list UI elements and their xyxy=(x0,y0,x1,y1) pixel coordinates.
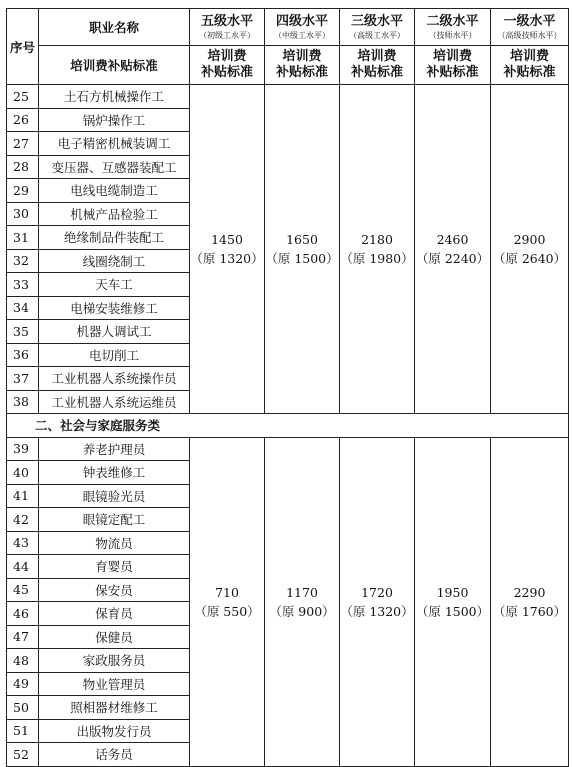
subsidy-label-line-1: 培训费 xyxy=(357,49,397,64)
subsidy-amount-cell xyxy=(491,437,569,766)
subsidy-label-line-1: 培训费 xyxy=(207,49,247,64)
occupation-name: 电子精密机械装调工 xyxy=(39,132,190,156)
row-number: 42 xyxy=(7,508,39,532)
subsidy-value: 2460 xyxy=(436,232,469,247)
level-3-header xyxy=(340,9,415,46)
occupation-name: 电线电缆制造工 xyxy=(39,179,190,203)
level-2-title: 二级水平 xyxy=(426,13,479,29)
level-4-sub: （中级工水平） xyxy=(274,30,330,40)
occupation-name: 天车工 xyxy=(39,273,190,297)
occupation-name: 线圈绕制工 xyxy=(39,249,190,273)
subsidy-amount-cell xyxy=(265,85,340,414)
previous-value: （原 1320） xyxy=(190,251,264,266)
header-row-1 xyxy=(7,9,569,46)
previous-value: （原 1500） xyxy=(415,603,490,619)
previous-value: （原 2240） xyxy=(415,251,490,266)
occupation-name: 保育员 xyxy=(39,602,190,626)
previous-value: （原 1320） xyxy=(340,603,414,619)
subsidy-label-line-1: 培训费 xyxy=(282,49,322,64)
subsidy-table xyxy=(6,8,569,767)
occupation-name: 工业机器人系统操作员 xyxy=(39,367,190,391)
standard-header: 培训费补贴标准 xyxy=(39,46,190,85)
row-number: 46 xyxy=(7,602,39,626)
table-row xyxy=(7,85,569,109)
occupation-name: 变压器、互感器装配工 xyxy=(39,155,190,179)
occupation-name: 电切削工 xyxy=(39,343,190,367)
level-5-header xyxy=(190,9,265,46)
level-4-header xyxy=(265,9,340,46)
previous-value: （原 550） xyxy=(194,603,260,619)
level-3-title: 三级水平 xyxy=(350,13,403,29)
row-number: 49 xyxy=(7,672,39,696)
level-5-subsidy-label xyxy=(190,46,265,85)
level-2-subsidy-label xyxy=(415,46,491,85)
header-row-2 xyxy=(7,46,569,85)
occupation-name: 眼镜定配工 xyxy=(39,508,190,532)
row-number: 36 xyxy=(7,343,39,367)
level-2-sub: （技师水平） xyxy=(428,30,477,40)
row-number: 45 xyxy=(7,578,39,602)
row-number: 34 xyxy=(7,296,39,320)
subsidy-amount-cell xyxy=(491,85,569,414)
row-number: 52 xyxy=(7,743,39,767)
level-1-sub: （高级技师水平） xyxy=(497,30,562,40)
occupation-name: 钟表维修工 xyxy=(39,461,190,485)
occupation-name: 土石方机械操作工 xyxy=(39,85,190,109)
subsidy-value: 2180 xyxy=(361,232,393,247)
occupation-name: 物流员 xyxy=(39,531,190,555)
previous-value: （原 1980） xyxy=(340,251,414,266)
subsidy-amount-cell xyxy=(265,437,340,766)
subsidy-value: 2290 xyxy=(513,584,546,600)
row-number: 25 xyxy=(7,85,39,109)
occupation-name: 眼镜验光员 xyxy=(39,484,190,508)
row-number: 37 xyxy=(7,367,39,391)
occupation-name: 保安员 xyxy=(39,578,190,602)
subsidy-value: 1650 xyxy=(286,232,318,247)
previous-value: （原 2640） xyxy=(492,251,567,266)
occupation-name: 照相器材维修工 xyxy=(39,696,190,720)
occupation-name: 养老护理员 xyxy=(39,437,190,461)
subsidy-value: 1450 xyxy=(211,232,243,247)
occupation-name: 话务员 xyxy=(39,743,190,767)
subsidy-label-line-2: 补贴标准 xyxy=(426,65,479,80)
previous-value: （原 1500） xyxy=(265,251,339,266)
level-3-sub: （高级工水平） xyxy=(349,30,405,40)
subsidy-value: 1170 xyxy=(286,584,318,600)
row-number: 29 xyxy=(7,179,39,203)
subsidy-amount-cell xyxy=(190,85,265,414)
section-title: 二、社会与家庭服务类 xyxy=(7,414,569,438)
subsidy-amount-cell xyxy=(415,85,491,414)
occupation-name: 出版物发行员 xyxy=(39,719,190,743)
subsidy-value: 2900 xyxy=(513,232,546,247)
level-3-subsidy-label xyxy=(340,46,415,85)
subsidy-label-line-2: 补贴标准 xyxy=(503,65,556,80)
row-number: 32 xyxy=(7,249,39,273)
level-5-sub: （初级工水平） xyxy=(199,30,255,40)
row-number: 28 xyxy=(7,155,39,179)
subsidy-amount-cell xyxy=(190,437,265,766)
row-number: 48 xyxy=(7,649,39,673)
row-number: 44 xyxy=(7,555,39,579)
row-number: 43 xyxy=(7,531,39,555)
row-number: 26 xyxy=(7,108,39,132)
seq-header: 序号 xyxy=(7,9,39,85)
row-number: 27 xyxy=(7,132,39,156)
row-number: 30 xyxy=(7,202,39,226)
occupation-name: 锅炉操作工 xyxy=(39,108,190,132)
occupation-name: 物业管理员 xyxy=(39,672,190,696)
row-number: 41 xyxy=(7,484,39,508)
occupation-name: 绝缘制品件装配工 xyxy=(39,226,190,250)
section-row xyxy=(7,414,569,438)
subsidy-label-line-2: 补贴标准 xyxy=(350,65,403,80)
previous-value: （原 1760） xyxy=(492,603,567,619)
level-5-title: 五级水平 xyxy=(200,13,253,29)
occupation-name: 电梯安装维修工 xyxy=(39,296,190,320)
occupation-name: 机器人调试工 xyxy=(39,320,190,344)
occupation-name: 家政服务员 xyxy=(39,649,190,673)
level-4-subsidy-label xyxy=(265,46,340,85)
row-number: 51 xyxy=(7,719,39,743)
occupation-header: 职业名称 xyxy=(39,9,190,46)
previous-value: （原 900） xyxy=(269,603,335,619)
row-number: 33 xyxy=(7,273,39,297)
subsidy-label-line-1: 培训费 xyxy=(432,49,472,64)
occupation-name: 育婴员 xyxy=(39,555,190,579)
level-1-subsidy-label xyxy=(491,46,569,85)
row-number: 40 xyxy=(7,461,39,485)
row-number: 31 xyxy=(7,226,39,250)
row-number: 47 xyxy=(7,625,39,649)
row-number: 35 xyxy=(7,320,39,344)
level-4-title: 四级水平 xyxy=(275,13,328,29)
row-number: 38 xyxy=(7,390,39,414)
occupation-name: 保健员 xyxy=(39,625,190,649)
subsidy-amount-cell xyxy=(340,85,415,414)
level-1-header xyxy=(491,9,569,46)
row-number: 39 xyxy=(7,437,39,461)
table-row xyxy=(7,437,569,461)
subsidy-value: 710 xyxy=(215,584,239,600)
subsidy-amount-cell xyxy=(340,437,415,766)
subsidy-label-line-2: 补贴标准 xyxy=(200,65,253,80)
subsidy-value: 1720 xyxy=(361,584,393,600)
subsidy-value: 1950 xyxy=(436,584,469,600)
row-number: 50 xyxy=(7,696,39,720)
subsidy-label-line-1: 培训费 xyxy=(509,49,549,64)
subsidy-amount-cell xyxy=(415,437,491,766)
occupation-name: 机械产品检验工 xyxy=(39,202,190,226)
subsidy-label-line-2: 补贴标准 xyxy=(275,65,328,80)
occupation-name: 工业机器人系统运维员 xyxy=(39,390,190,414)
level-1-title: 一级水平 xyxy=(503,13,556,29)
level-2-header xyxy=(415,9,491,46)
